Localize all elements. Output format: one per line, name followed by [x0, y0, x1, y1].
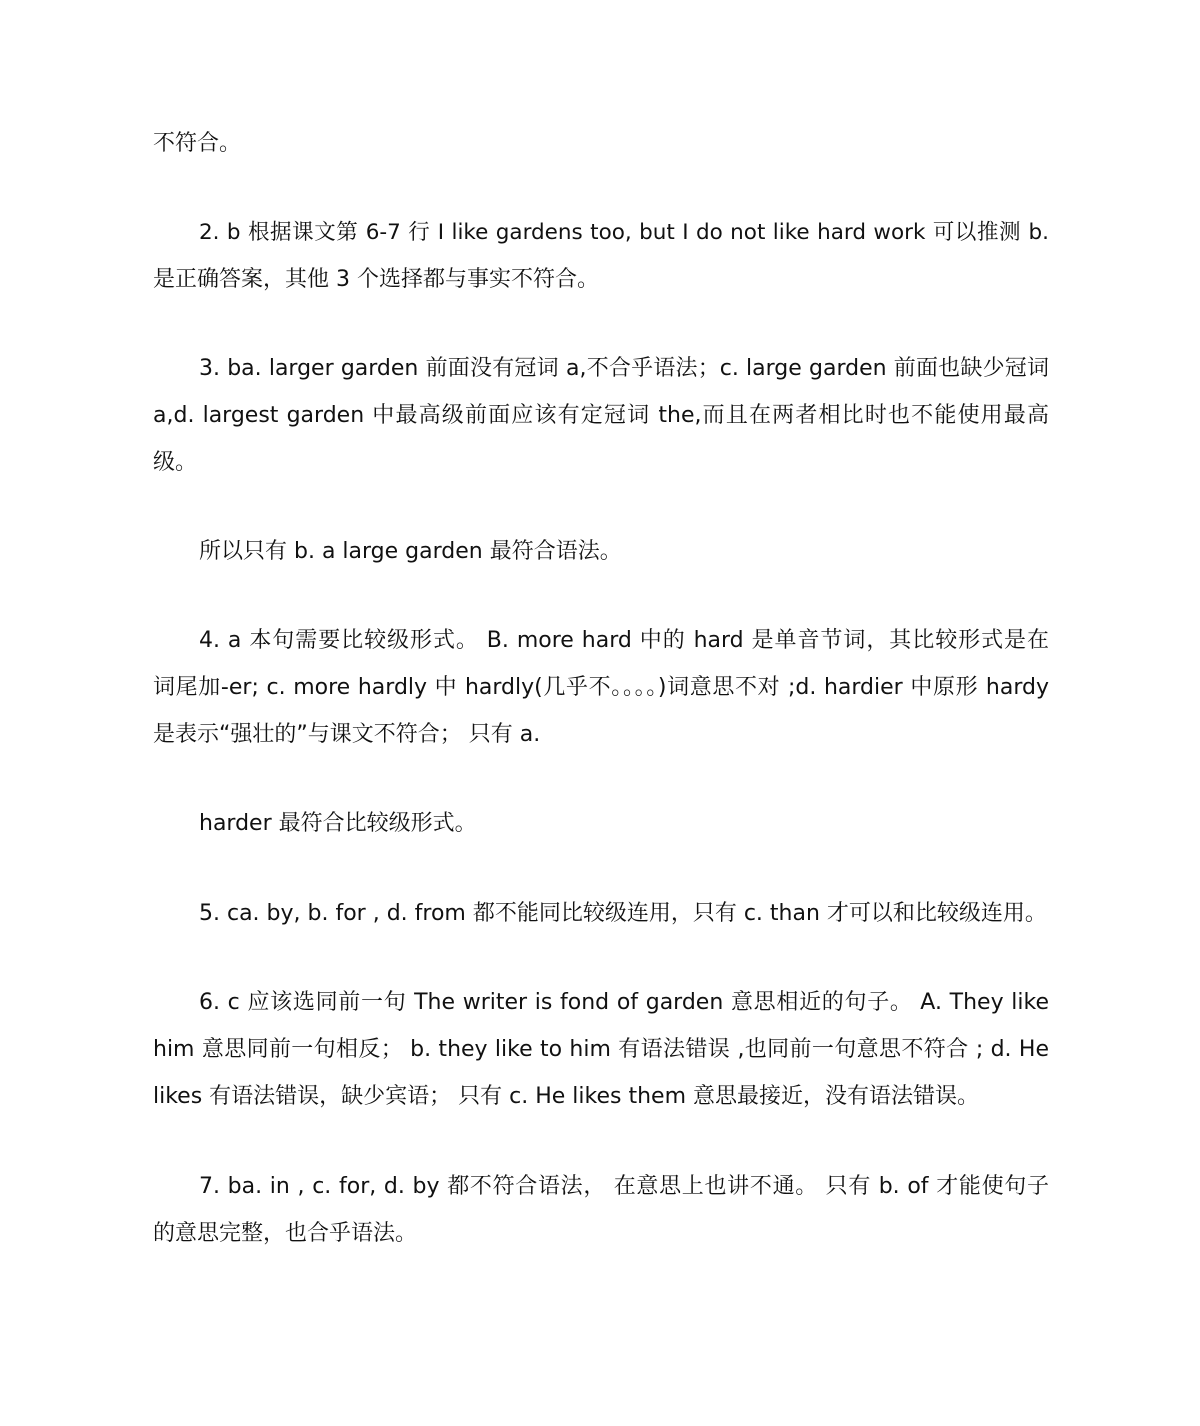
text-line: 5. ca. by, b. for , d. from 都不能同比较级连用，只有 c. than 才可以和比较级连用。: [199, 901, 1047, 926]
text-line: 是表示“强壮的”与课文不符合； 只有 a.: [153, 722, 541, 747]
text-line: him 意思同前一句相反； b. they like to him 有语法错误 ,也同前一句意思不符合 ; d. He: [153, 1037, 1049, 1062]
text-line: likes 有语法错误，缺少宾语； 只有 c. He likes them 意思最接近，没有语法错误。: [153, 1084, 980, 1109]
text-line: 所以只有 b. a large garden 最符合语法。: [199, 539, 622, 564]
text-line: 级。: [153, 450, 198, 475]
text-line: 6. c 应该选同前一句 The writer is fond of garden 意思相近的句子。 A. They like: [199, 990, 1049, 1015]
text-line: 不符合。: [153, 131, 242, 156]
text-line: 7. ba. in , c. for, d. by 都不符合语法， 在意思上也讲不通。 只有 b. of 才能使句子: [199, 1174, 1049, 1199]
text-line: 是正确答案，其他 3 个选择都与事实不符合。: [153, 267, 599, 292]
text-line: 词尾加-er; c. more hardly 中 hardly(几乎不。。。。)词意思不对 ;d. hardier 中原形 hardy: [153, 675, 1049, 700]
text-line: 4. a 本句需要比较级形式。 B. more hard 中的 hard 是单音节词，其比较形式是在: [199, 628, 1049, 653]
text-line: harder 最符合比较级形式。: [199, 811, 477, 836]
text-line: 的意思完整，也合乎语法。: [153, 1221, 418, 1246]
text-line: a,d. largest garden 中最高级前面应该有定冠词 the,而且在两者相比时也不能使用最高: [153, 403, 1049, 428]
text-line: 3. ba. larger garden 前面没有冠词 a,不合乎语法；c. large garden 前面也缺少冠词: [199, 356, 1049, 381]
text-line: 2. b 根据课文第 6-7 行 I like gardens too, but I do not like hard work 可以推测 b.: [199, 220, 1049, 245]
